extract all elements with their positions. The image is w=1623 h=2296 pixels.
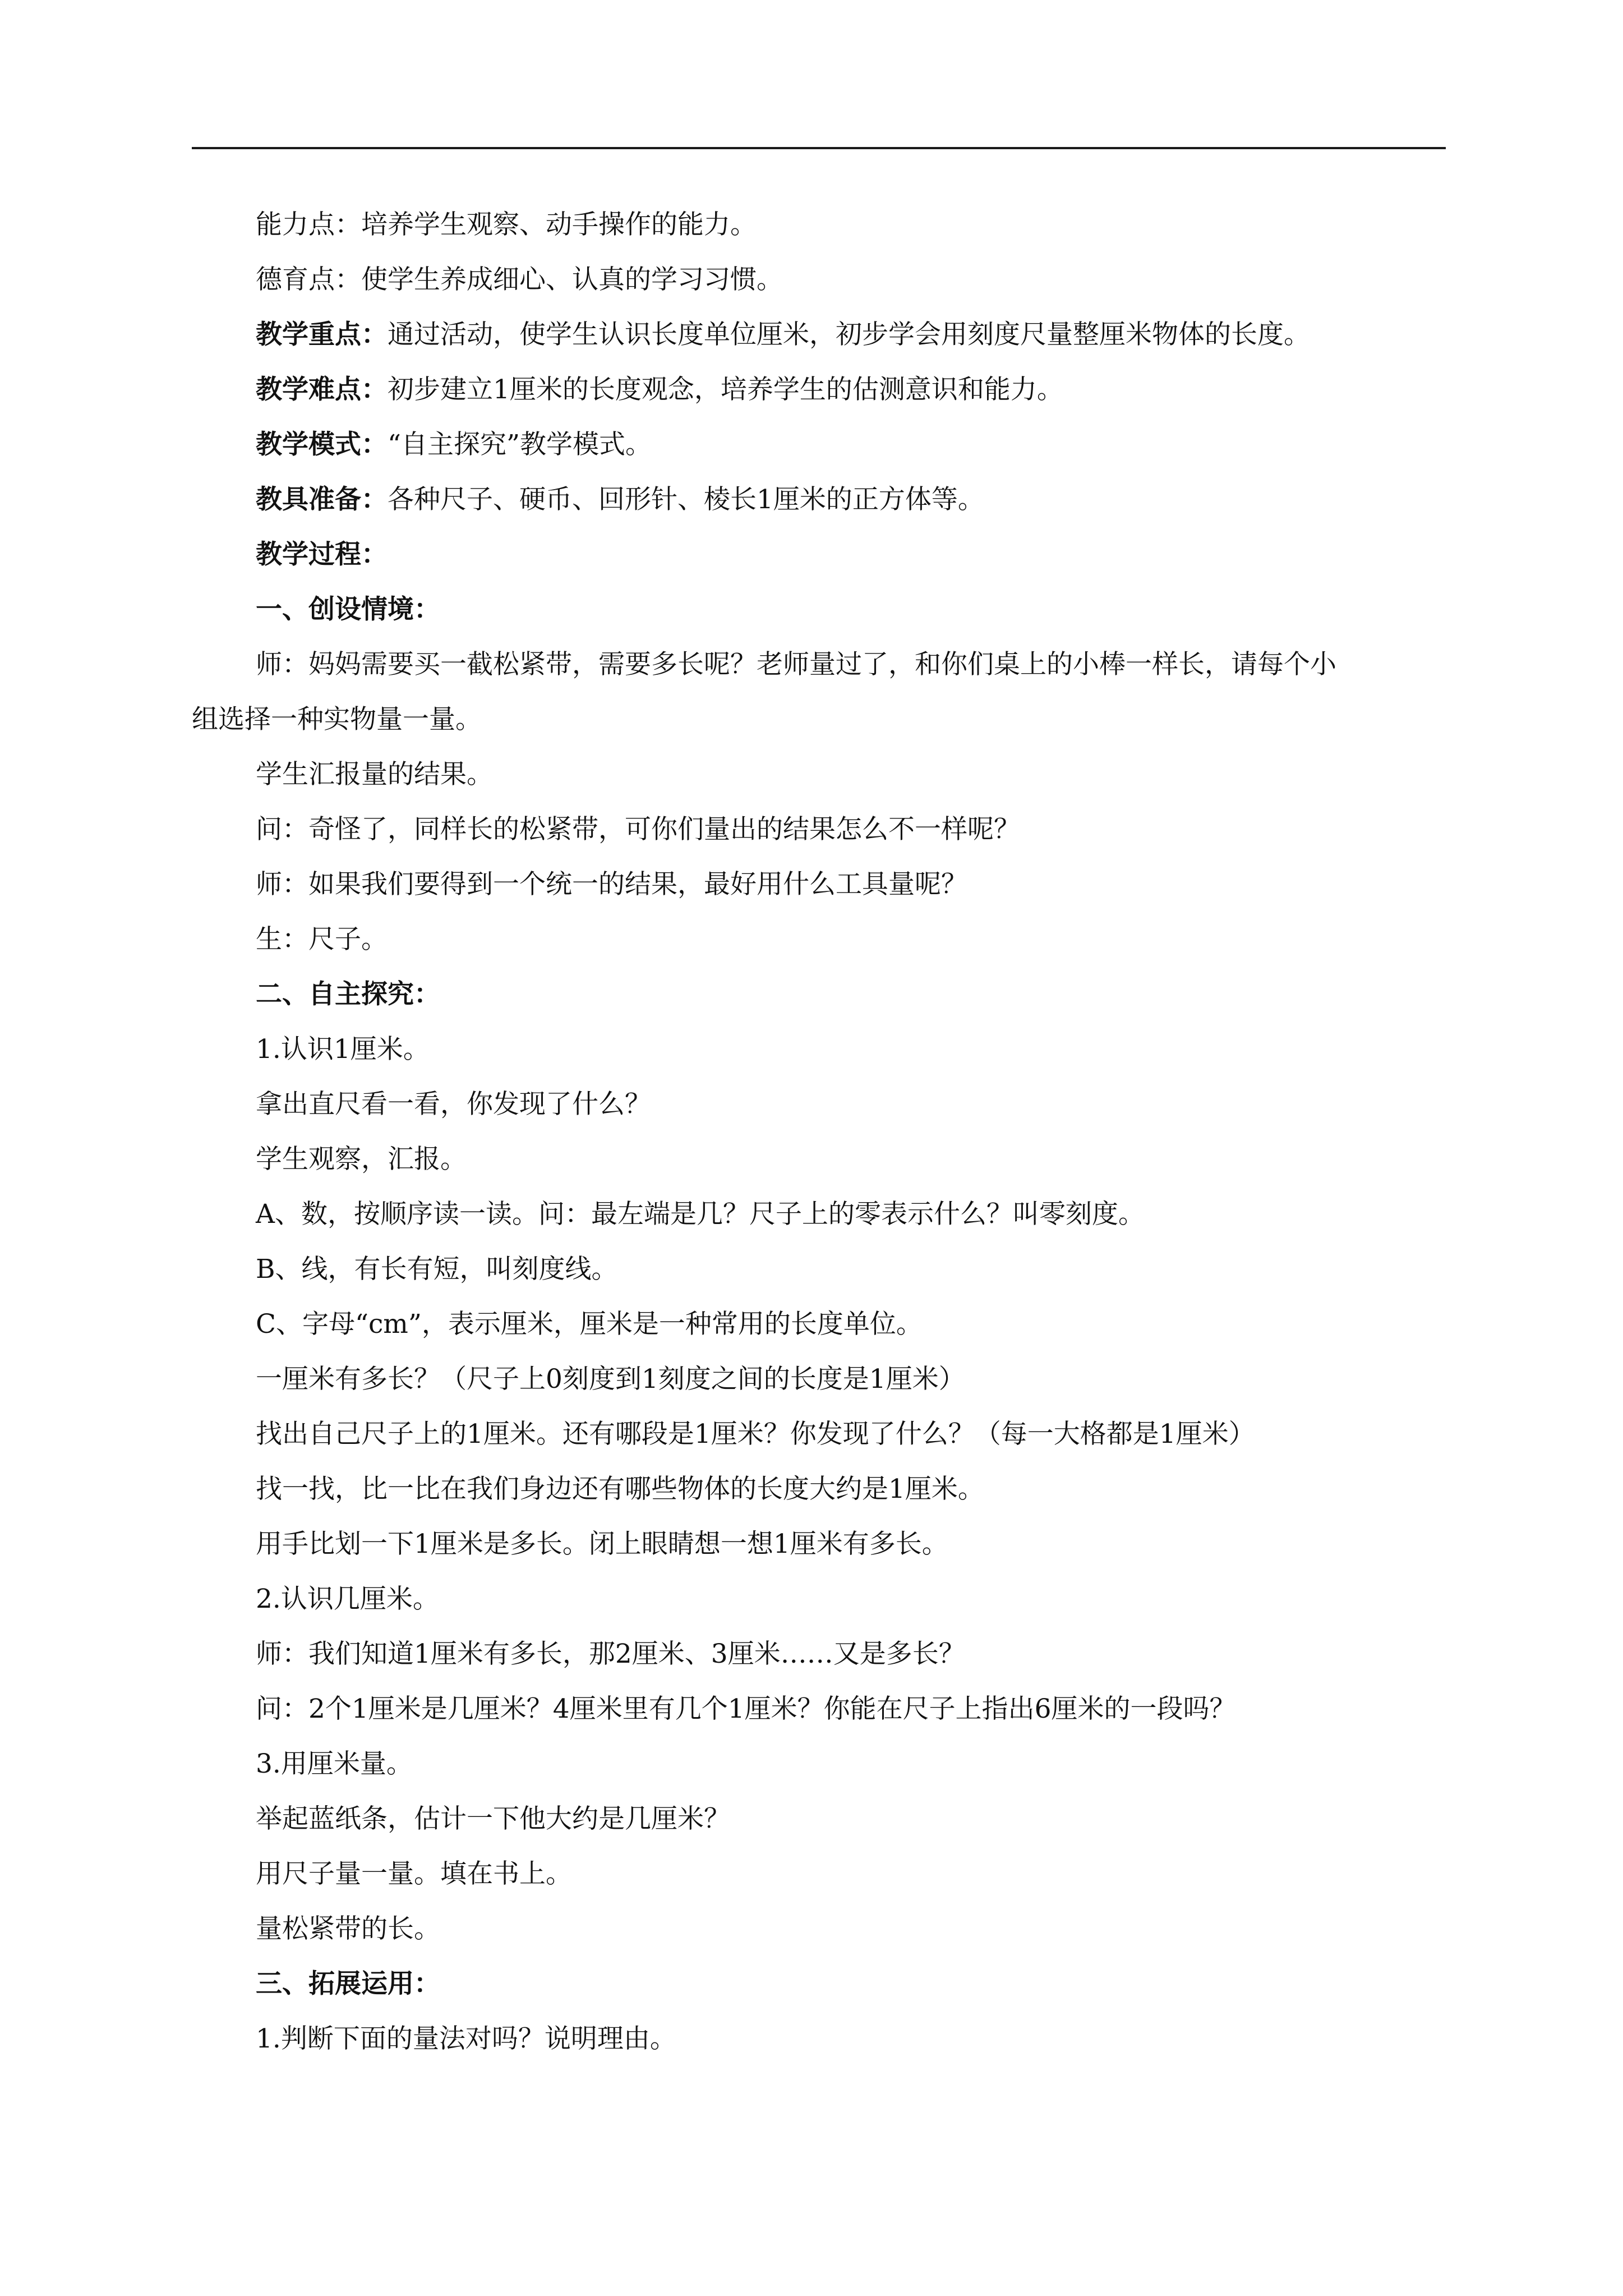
teaching-aids: 教具准备：各种尺子、硬币、回形针、棱长1厘米的正方体等。 <box>256 484 984 515</box>
paragraph-teacher-intro: 师：妈妈需要买一截松紧带，需要多长呢？老师量过了，和你们桌上的小棒一样长，请每个小 组选择一种实物量一量。 <box>192 649 1336 735</box>
teaching-process-heading: 教学过程： <box>256 539 388 570</box>
paragraph-line: 拿出直尺看一看，你发现了什么？ <box>256 1089 651 1120</box>
paragraph-line: 学生观察，汇报。 <box>256 1144 467 1175</box>
section-heading-2: 二、自主探究： <box>256 979 440 1010</box>
paragraph-line: A、数，按顺序读一读。问：最左端是几？尺子上的零表示什么？叫零刻度。 <box>256 1199 1145 1230</box>
teaching-mode: 教学模式：“自主探究”教学模式。 <box>256 429 652 460</box>
paragraph-line: 1.认识1厘米。 <box>256 1034 430 1065</box>
paragraph-line: 用尺子量一量。填在书上。 <box>256 1858 572 1889</box>
paragraph-line: B、线，有长有短，叫刻度线。 <box>256 1254 618 1285</box>
moral-point: 德育点：使学生养成细心、认真的学习习惯。 <box>256 264 783 295</box>
paragraph-line: 师：如果我们要得到一个统一的结果，最好用什么工具量呢？ <box>256 869 967 900</box>
header-rule <box>192 147 1446 149</box>
paragraph-line: C、字母“cm”，表示厘米，厘米是一种常用的长度单位。 <box>256 1309 923 1340</box>
paragraph-line: 3.用厘米量。 <box>256 1749 413 1779</box>
section-heading-3: 三、拓展运用： <box>256 1968 440 1999</box>
paragraph-line: 找出自己尺子上的1厘米。还有哪段是1厘米？你发现了什么？（每一大格都是1厘米） <box>256 1419 1255 1450</box>
paragraph-line: 量松紧带的长。 <box>256 1913 440 1944</box>
teaching-difficulty: 教学难点：初步建立1厘米的长度观念，培养学生的估测意识和能力。 <box>256 374 1063 405</box>
ability-point: 能力点：培养学生观察、动手操作的能力。 <box>256 209 757 240</box>
paragraph-line: 学生汇报量的结果。 <box>256 759 493 790</box>
document-body <box>192 209 1446 2078</box>
paragraph-line: 2.认识几厘米。 <box>256 1584 439 1614</box>
paragraph-line: 举起蓝纸条，估计一下他大约是几厘米？ <box>256 1803 730 1834</box>
section-heading-1: 一、创设情境： <box>256 594 440 625</box>
paragraph-line: 1.判断下面的量法对吗？说明理由。 <box>256 2023 676 2054</box>
paragraph-line: 一厘米有多长？（尺子上0刻度到1刻度之间的长度是1厘米） <box>256 1364 965 1395</box>
paragraph-line: 问：2个1厘米是几厘米？4厘米里有几个1厘米？你能在尺子上指出6厘米的一段吗？ <box>256 1694 1236 1724</box>
teaching-focus: 教学重点：通过活动，使学生认识长度单位厘米，初步学会用刻度尺量整厘米物体的长度。 <box>256 319 1310 350</box>
paragraph-line: 生：尺子。 <box>256 924 388 955</box>
paragraph-line: 问：奇怪了，同样长的松紧带，可你们量出的结果怎么不一样呢？ <box>256 814 1020 845</box>
paragraph-line: 师：我们知道1厘米有多长，那2厘米、3厘米……又是多长？ <box>256 1639 965 1669</box>
paragraph-line: 找一找，比一比在我们身边还有哪些物体的长度大约是1厘米。 <box>256 1474 984 1504</box>
paragraph-line: 用手比划一下1厘米是多长。闭上眼睛想一想1厘米有多长。 <box>256 1529 948 1559</box>
